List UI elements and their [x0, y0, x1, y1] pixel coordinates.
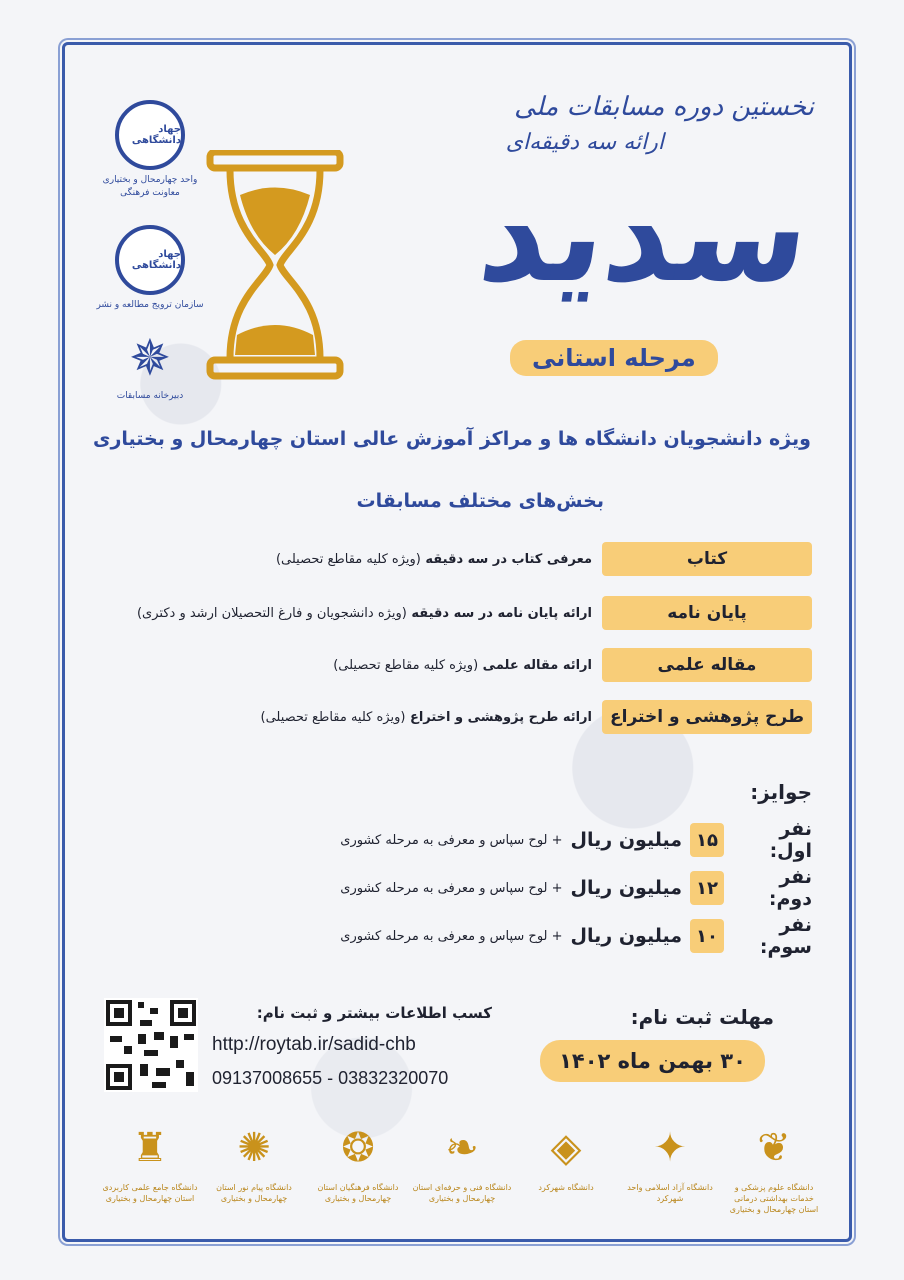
info-phones: 09137008655 - 03832320070 [212, 1068, 449, 1088]
prize-extra: + لوح سپاس و معرفی به مرحله کشوری [340, 832, 563, 848]
section-desc: معرفی کتاب در سه دقیقه [425, 551, 592, 567]
section-desc: ارائه پایان نامه در سه دقیقه [411, 605, 592, 621]
prize-amount: ۱۰ [690, 919, 724, 953]
university-name: دانشگاه فرهنگیان استان چهارمحال و بختیاری [317, 1183, 399, 1203]
prize-unit: میلیون ریال [570, 877, 682, 899]
sun-logo-icon: ✺ [237, 1125, 271, 1171]
section-desc: ارائه مقاله علمی [482, 657, 592, 673]
university-logo [724, 1120, 824, 1215]
university-name: دانشگاه آزاد اسلامی واحد شهرکرد [627, 1183, 713, 1203]
pen-logo-icon: ♜ [132, 1125, 168, 1171]
university-name: دانشگاه شهرکرد [538, 1183, 594, 1192]
sponsor-1: جهاد دانشگاهی واحد چهارمحال و بختیاری معاونت فرهنگی [95, 100, 205, 200]
university-name: دانشگاه فنی و حرفه‌ای استان چهارمحال و بختیاری [412, 1183, 512, 1203]
sponsor-2: جهاد دانشگاهی سازمان ترویج مطالعه و نشر [95, 225, 205, 312]
prize-unit: میلیون ریال [570, 925, 682, 947]
prize-row [340, 914, 812, 958]
prize-extra: + لوح سپاس و معرفی به مرحله کشوری [340, 928, 563, 944]
brand-logo: سدید [471, 159, 820, 311]
jahad-logo: جهاد دانشگاهی [115, 225, 185, 295]
info-url[interactable]: http://roytab.ir/sadid-chb [212, 1034, 416, 1055]
section-label: پایان نامه [602, 596, 812, 630]
university-logos [100, 1120, 824, 1215]
section-desc: ارائه طرح پژوهشی و اختراع [409, 709, 592, 725]
section-label: طرح پژوهشی و اختراع [602, 700, 812, 734]
star-pattern-logo-icon: ✵ [129, 329, 171, 387]
prizes-title: جوایز: [750, 780, 812, 804]
title-line1: نخستین دوره مسابقات ملی [514, 92, 814, 122]
section-row [261, 700, 813, 734]
section-row [333, 648, 812, 682]
section-note: (ویژه کلیه مقاطع تحصیلی) [275, 551, 421, 567]
diamond-logo-icon: ◈ [550, 1125, 582, 1171]
university-logo [412, 1120, 512, 1215]
info-label: کسب اطلاعات بیشتر و ثبت نام: [256, 1004, 492, 1022]
sponsor-3: ✵ دبیرخانه مسابقات [116, 329, 184, 401]
prize-rank: نفر دوم: [768, 866, 812, 910]
prize-extra: + لوح سپاس و معرفی به مرحله کشوری [340, 880, 563, 896]
prize-unit: میلیون ریال [570, 829, 682, 851]
university-name: دانشگاه پیام نور استان چهارمحال و بختیاری [216, 1183, 292, 1203]
deadline-date: ۳۰ بهمن ماه ۱۴۰۲ [540, 1040, 765, 1082]
section-note: (ویژه کلیه مقاطع تحصیلی) [333, 657, 479, 673]
prize-row [340, 866, 812, 910]
section-row [276, 542, 812, 576]
book-logo-icon: ❂ [341, 1125, 375, 1171]
calligraphy-logo-icon: ❧ [445, 1125, 479, 1171]
university-logo [620, 1120, 720, 1215]
wings-logo-icon: ✦ [653, 1125, 687, 1171]
section-label: کتاب [602, 542, 812, 576]
prize-rank: نفر اول: [769, 818, 812, 862]
stage-badge: مرحله استانی [510, 340, 718, 376]
jahad-logo: جهاد دانشگاهی [115, 100, 185, 170]
university-logo [308, 1120, 408, 1215]
section-note: (ویژه کلیه مقاطع تحصیلی) [260, 709, 406, 725]
section-note: (ویژه دانشجویان و فارغ التحصیلان ارشد و دکتری) [136, 605, 407, 621]
qr-code-icon[interactable] [104, 998, 198, 1092]
university-logo [516, 1120, 616, 1215]
prize-rank: نفر سوم: [759, 914, 812, 958]
university-logo [204, 1120, 304, 1215]
university-name: دانشگاه جامع علمی کاربردی استان چهارمحال و بختیاری [102, 1183, 198, 1203]
section-label: مقاله علمی [602, 648, 812, 682]
deadline-label: مهلت ثبت نام: [630, 1005, 774, 1029]
subtitle: ویژه دانشجویان دانشگاه ها و مراکز آموزش عالی استان چهارمحال و بختیاری [93, 428, 811, 450]
prize-amount: ۱۲ [690, 871, 724, 905]
tree-logo-icon: ❦ [757, 1125, 791, 1171]
sections-title: بخش‌های مختلف مسابقات [356, 490, 604, 512]
hourglass-icon [205, 150, 345, 380]
prize-amount: ۱۵ [690, 823, 724, 857]
title-line2: ارائه سه دقیقه‌ای [505, 130, 664, 155]
university-logo [100, 1120, 200, 1215]
section-row [137, 596, 812, 630]
university-name: دانشگاه علوم پزشکی و خدمات بهداشتی درمانی استان چهارمحال و بختیاری [729, 1183, 819, 1214]
prize-row [340, 818, 812, 862]
